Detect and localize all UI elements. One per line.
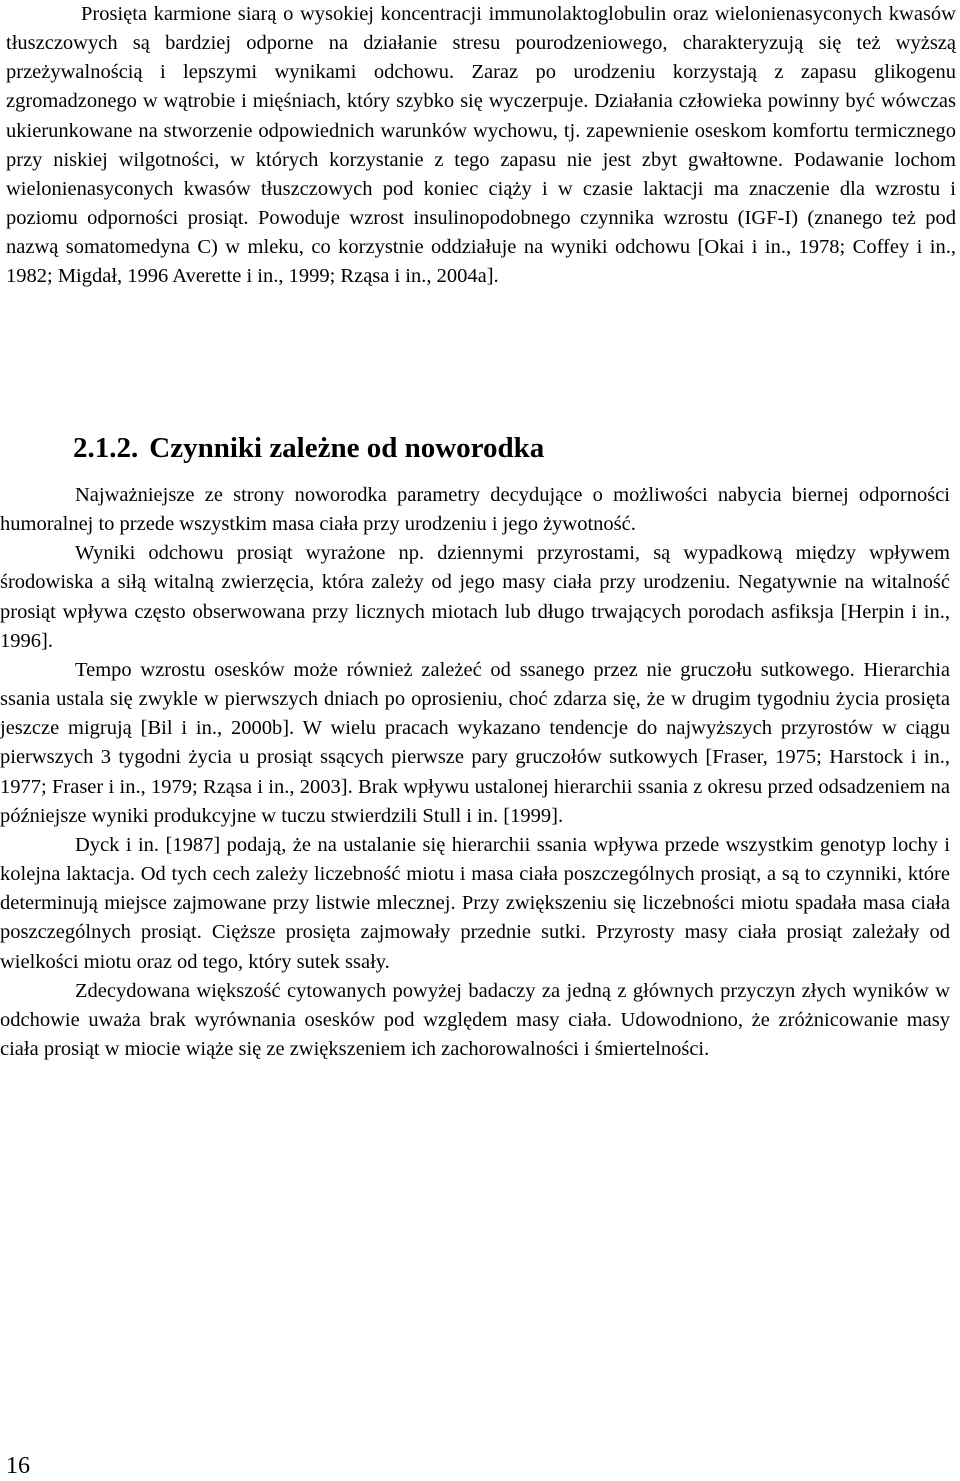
section-heading — [73, 430, 544, 466]
paragraph-4: Dyck i in. [1987] podają, że na ustalanie się hierarchii ssania wpływa przede wszystkim genotyp lochy i kolejna laktacja. Od tych cech zależy liczebność miotu i masa ciała poszczególnych prosiąt, a są to czynniki, które determinują miejsce zajmowane przy listwie mlecznej. Przy zwiększeniu się liczebności miotu spadała masa ciała poszczególnych prosiąt. Cięższe prosięta zajmowały przednie sutki. Przyrosty masy ciała prosiąt zależały od wielkości miotu oraz od tego, który sutek ssały. — [0, 833, 950, 973]
paragraph-5: Zdecydowana większość cytowanych powyżej badaczy za jedną z głównych przyczyn złych wyników w odchowie uważa brak wyrównania osesków pod względem masy ciała. Udowodniono, że zróżnicowanie masy ciała prosiąt w miocie wiąże się ze zwiększeniem ich zachorowalności i śmiertelności. — [0, 979, 950, 1060]
paragraph-3: Tempo wzrostu osesków może również zależeć od ssanego przez nie gruczołu sutkowego. Hierarchia ssania ustala się zwykle w pierwszych dniach po oprosieniu, choć zdarza się, że w drugim tygodniu życia prosięta jeszcze migrują [Bil i in., 2000b]. W wielu pracach wykazano tendencje do najwyższych przyrostów w ciągu pierwszych 3 tygodni życia u prosiąt ssących pierwsze pary gruczołów sutkowych [Fraser, 1975; Harstock i in., 1977; Fraser i in., 1979; Rząsa i in., 2003]. Brak wpływu ustalonej hierarchii ssania z okresu przed odsadzeniem na późniejsze wyniki produkcyjne w tuczu stwierdzili Stull i in. [1999]. — [0, 658, 950, 827]
page-number: 16 — [6, 1453, 30, 1479]
section-title: Czynniki zależne od noworodka — [149, 432, 545, 464]
paragraph-intro: Prosięta karmione siarą o wysokiej koncentracji immunolaktoglobulin oraz wielonienasyconych kwasów tłuszczowych są bardziej odporne na działanie stresu pourodzeniowego, charakteryzują się też wyższą przeżywalnością i lepszymi wynikami odchowu. Zaraz po urodzeniu korzystają z zapasu glikogenu zgromadzonego w wątrobie i mięśniach, który szybko się wyczerpuje. Działania człowieka powinny być wówczas ukierunkowane na stworzenie odpowiednich warunków wychowu, tj. zapewnienie oseskom komfortu termicznego przy niskiej wilgotności, w których korzystanie z tego zapasu nie jest zbyt gwałtowne. Podawanie lochom wielonienasyconych kwasów tłuszczowych pod koniec ciąży i w czasie laktacji ma znaczenie dla wzrostu i poziomu odporności prosiąt. Powoduje wzrost insulinopodobnego czynnika wzrostu (IGF-I) (znanego też pod nazwą somatomedyna C) w mleku, co korzystnie oddziałuje na wyniki odchowu [Okai i in., 1978; Coffey i in., 1982; Migdał, 1996 Averette i in., 1999; Rząsa i in., 2004a]. — [6, 3, 956, 288]
paragraph-2: Wyniki odchowu prosiąt wyrażone np. dziennymi przyrostami, są wypadkową między wpływem środowiska a siłą witalną zwierzęcia, która zależy od jego masy ciała przy urodzeniu. Negatywnie na witalność prosiąt wpływa często obserwowana przy licznych miotach lub długo trwających porodach asfiksja [Herpin i in., 1996]. — [0, 542, 950, 652]
section-body — [0, 481, 950, 1064]
paragraph-1: Najważniejsze ze strony noworodka parametry decydujące o możliwości nabycia biernej odporności humoralnej to przede wszystkim masa ciała przy urodzeniu i jego żywotność. — [0, 484, 950, 536]
section-number: 2.1.2. — [73, 432, 139, 464]
document-page — [6, 0, 956, 292]
